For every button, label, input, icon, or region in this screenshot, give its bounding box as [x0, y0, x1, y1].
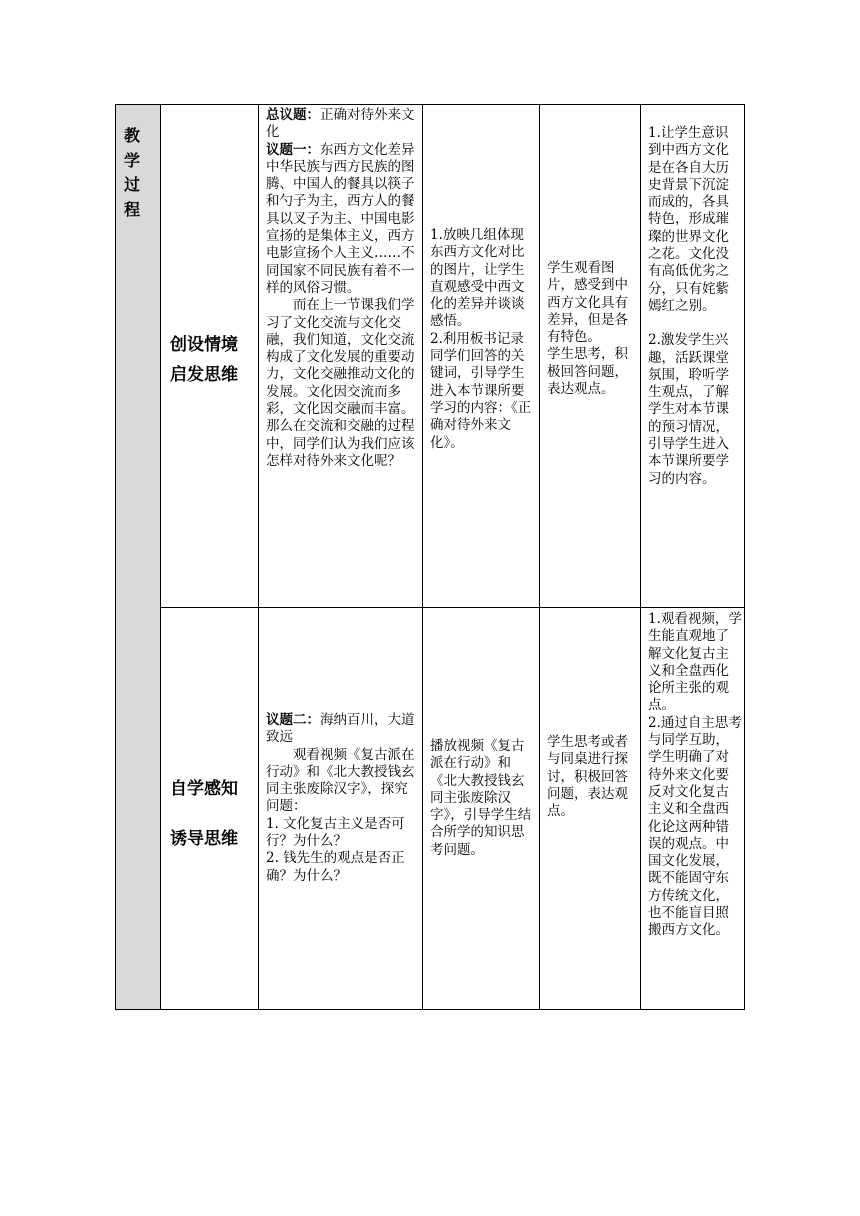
design-intent-item: 1.让学生意识到中西方文化是在各自大历史背景下沉淀而成的，各具特色，形成璀璨的世界文化之花。文化没有高低优劣之分，只有姹紫嫣红之别。 — [648, 125, 729, 314]
section-column-shade — [115, 104, 160, 1010]
topic-total-label: 总议题： — [266, 107, 320, 123]
content-cell — [266, 107, 418, 470]
design-intent-cell — [648, 611, 742, 940]
content-cell — [266, 712, 418, 885]
table-border-right — [744, 104, 745, 1010]
student-activity-item: 学生思考，积极回答问题，表达观点。 — [547, 346, 628, 398]
student-activity-cell — [547, 734, 637, 820]
question-item: 2. 钱先生的观点是否正确？为什么？ — [266, 850, 405, 884]
topic-text: 海纳百川，大道致远 — [266, 712, 415, 746]
table-divider — [258, 104, 259, 1010]
table-border-left — [115, 104, 116, 1010]
stage-label-line: 诱导思维 — [170, 829, 238, 849]
content-paragraph: 中华民族与西方民族的图腾、中国人的餐具以筷子和勺子为主，西方人的餐具以叉子为主、中国电影宣扬的是集体主义，西方电影宣扬个人主义……不同国家不同民族有着不一样的风俗习惯。 — [266, 158, 415, 296]
design-intent-item: 2.通过自主思考与同学互助，学生明确了对待外来文化要反对文化复古主义和全盘西化论这两种错误的观点。中国文化发展，既不能固守东方传统文化，也不能盲目照搬西方文化。 — [648, 714, 742, 939]
design-intent-cell — [648, 125, 740, 488]
topic-label: 议题一： — [266, 141, 320, 158]
design-intent-item: 1.观看视频，学生能直观地了解文化复古主义和全盘西化论所主张的观点。 — [648, 611, 742, 714]
design-intent-item: 2.激发学生兴趣，活跃课堂氛围，聆听学生观点，了解学生对本节课的预习情况，引导学生进入本节课所要学习的内容。 — [648, 332, 729, 487]
teacher-activity-item: 2.利用板书记录同学们回答的关键词，引导学生进入本节课所要学习的内容：《正确对待外来文化》。 — [430, 330, 532, 451]
teacher-activity-item: 1.放映几组体现东西方文化对比的图片，让学生直观感受中西文化的差异并谈谈感悟。 — [430, 227, 525, 330]
teacher-activity-cell — [430, 227, 534, 452]
content-paragraph: 而在上一节课我们学习了文化交流与文化交融，我们知道，文化交流构成了文化发展的重要动力，文化交融推动文化的发展。文化因交流而多彩，文化因交融而丰富。那么在交流和交融的过程中，同学们认为我们应该怎样对待外来文化呢？ — [266, 297, 415, 469]
stage-label-line: 自学感知 — [170, 779, 238, 799]
teacher-activity-cell — [430, 738, 534, 859]
stage-label-line: 启发思维 — [170, 365, 238, 385]
topic-label: 议题二： — [266, 712, 320, 728]
teacher-activity-item: 播放视频《复古派在行动》和《北大教授钱玄同主张废除汉字》，引导学生结合所学的知识思考问题。 — [430, 738, 532, 858]
question-item: 1. 文化复古主义是否可行？为什么？ — [266, 815, 405, 850]
stage-label — [170, 772, 256, 857]
student-activity-cell — [547, 260, 637, 398]
table-divider — [539, 104, 540, 1010]
stage-label — [170, 330, 256, 390]
row-divider — [160, 607, 745, 608]
table-divider — [640, 104, 641, 1010]
table-border-bottom — [115, 1009, 745, 1010]
student-activity-item: 学生观看图片，感受到中西方文化具有差异，但是各有特色。 — [547, 260, 628, 346]
table-divider — [160, 104, 161, 1010]
table-divider — [422, 104, 423, 1010]
section-label: 教学过程 — [123, 126, 140, 219]
content-paragraph: 观看视频《复古派在行动》和《北大教授钱玄同主张废除汉字》，探究问题： — [266, 746, 415, 815]
topic-total-text: 正确对待外来文化 — [266, 107, 415, 141]
topic-text: 东西方文化差异 — [320, 141, 415, 158]
stage-label-line: 创设情境 — [170, 335, 238, 355]
table-border-top — [115, 104, 745, 105]
student-activity-item: 学生思考或者与同桌进行探讨，积极回答问题，表达观点。 — [547, 734, 628, 820]
